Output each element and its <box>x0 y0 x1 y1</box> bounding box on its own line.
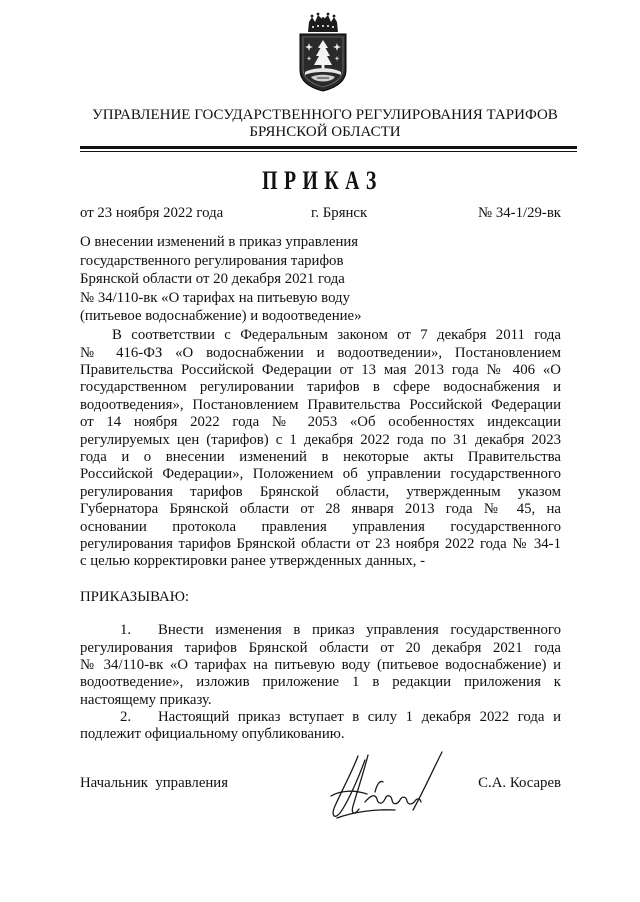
organization-header <box>70 107 580 141</box>
preamble-line: В соответствии с Федеральным законом от 7 декабря 2011 года <box>112 327 561 344</box>
order-item-line: регулирования тарифов Брянской области от 20 декабря 2021 года <box>80 639 561 656</box>
order-item-line: подлежит официальному опубликованию. <box>80 726 345 743</box>
preamble-line: Губернатора Брянской области от 28 января 2013 года № 45, на <box>80 501 561 518</box>
subject-line: О внесении изменений в приказ управления <box>80 234 359 250</box>
order-item-line: настоящему приказу. <box>80 691 212 708</box>
order-item-first-row <box>80 622 561 639</box>
preamble-line: Российской Федерации», Положением об управлении государственного <box>80 466 561 483</box>
subject-line: государственного регулирования тарифов <box>80 252 344 269</box>
order-item-line: Внести изменения в приказ управления государственного <box>158 622 561 639</box>
organization-name-line: УПРАВЛЕНИЕ ГОСУДАРСТВЕННОГО РЕГУЛИРОВАНИЯ ТАРИФОВ <box>92 107 558 123</box>
handwritten-signature-icon <box>325 746 450 826</box>
order-item-line: Настоящий приказ вступает в силу 1 декабря 2022 года и <box>158 708 561 725</box>
document-title: П Р И К А З <box>262 166 378 195</box>
document-city: г. Брянск <box>311 205 368 221</box>
preamble-line: регулирования тарифов Брянской области, утвержденным указом <box>80 483 561 500</box>
preamble-line: года и о внесении изменений в некоторые акты Правительства <box>80 449 561 466</box>
subject-line: № 34/110-вк «О тарифах на питьевую воду <box>80 289 350 306</box>
order-item-2 <box>80 709 561 744</box>
signatory-name: С.А. Косарев <box>478 775 561 791</box>
preamble-paragraph <box>80 327 561 570</box>
document-meta-row <box>80 204 561 222</box>
preamble-line: с целью корректировки ранее утвержденных данных, - <box>80 553 426 570</box>
coat-of-arms-icon <box>297 12 349 92</box>
preamble-line: основании протокола правления управления государственного <box>80 518 561 535</box>
document-number: № 34-1/29-вк <box>478 205 561 221</box>
order-items-list <box>80 622 561 743</box>
preamble-line: № 416-ФЗ «О водоснабжении и водоотведении», Постановлением <box>80 344 561 361</box>
order-item-first-row <box>80 709 561 726</box>
subject-line: Брянской области от 20 декабря 2021 года <box>80 271 345 287</box>
preamble-line: регулирования тарифов Брянской области от 23 ноября 2022 года № 34-1 <box>80 535 561 552</box>
order-item-line: № 34/110-вк «О тарифах на питьевую воду (питьевое водоснабжение) и <box>80 656 561 673</box>
header-double-rule <box>80 146 577 152</box>
preamble-line: регулируемых цен (тарифов) с 1 декабря 2022 года по 31 декабря 2023 <box>80 431 561 448</box>
subject-line: (питьевое водоснабжение) и водоотведение» <box>80 308 362 324</box>
document-title-block <box>0 166 640 196</box>
order-item-number: 1. <box>120 622 132 639</box>
preamble-line: от 14 ноября 2022 года № 2053 «Об особенностях индексации <box>80 414 561 431</box>
order-item-1 <box>80 622 561 708</box>
document-subject <box>80 233 410 326</box>
order-directive: ПРИКАЗЫВАЮ: <box>80 589 190 605</box>
order-item-number: 2. <box>120 708 132 725</box>
preamble-line: Правительства Российской Федерации от 13 мая 2013 года № 406 «О <box>80 362 561 379</box>
organization-region-line: БРЯНСКОЙ ОБЛАСТИ <box>249 124 401 140</box>
document-date: от 23 ноября 2022 года <box>80 205 224 221</box>
signature-row <box>80 774 561 792</box>
order-item-line: водоотведение», изложив приложение 1 в редакции приложения к <box>80 674 561 691</box>
preamble-line: водоотведения», Постановлением Правительства Российской Федерации <box>80 396 561 413</box>
preamble-line: государственном регулировании тарифов в сфере водоснабжения и <box>80 379 561 396</box>
signatory-position: Начальник управления <box>80 775 229 791</box>
